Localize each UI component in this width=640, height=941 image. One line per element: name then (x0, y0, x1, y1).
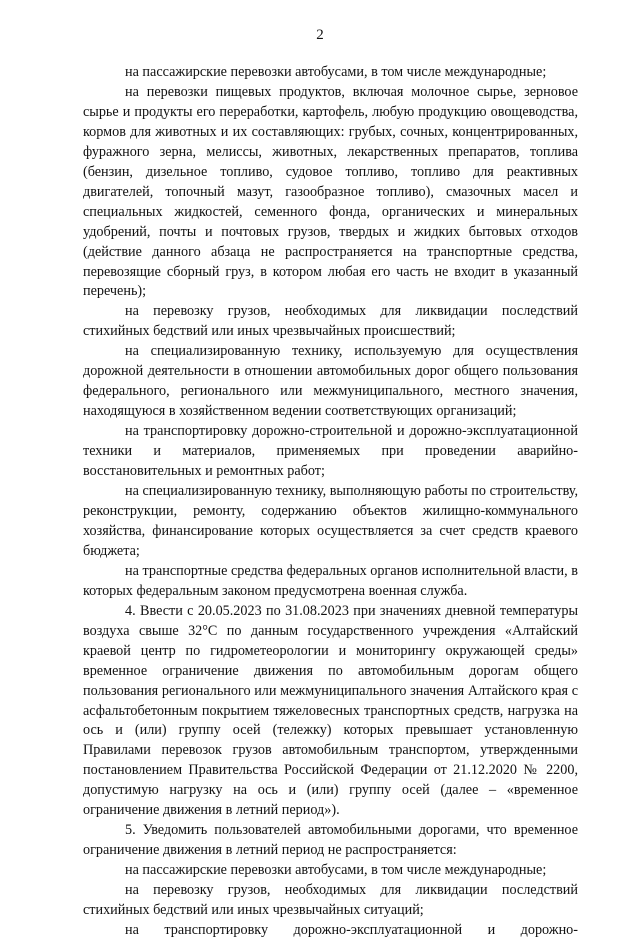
paragraph: на перевозку грузов, необходимых для ликвидации последствий стихийных бедствий или иных чрезвычайных происшествий; (83, 303, 578, 340)
paragraph: на пассажирские перевозки автобусами, в том числе международные; (125, 64, 547, 80)
paragraph: на транспортировку дорожно-эксплуатационной и дорожно- (125, 921, 578, 938)
document-body (83, 63, 578, 941)
paragraph: на специализированную технику, выполняющую работы по строительству, реконструкции, ремонту, содержанию объектов жилищно-коммунального хозяйства, финансирование которых осуществляется за счет средств краевого бюджета; (83, 483, 578, 559)
paragraph: на транспортировку дорожно-строительной и дорожно-эксплуатационной техники и материалов, применяемых при проведении аварийно-восстановительных и ремонтных работ; (83, 423, 578, 480)
paragraph: на специализированную технику, используемую для осуществления дорожной деятельности в отношении автомобильных дорог общего пользования федерального, регионального или межмуниципального, местного значения, находящуюся в хозяйственном ведении соответствующих организаций; (83, 343, 578, 420)
paragraph: на транспортные средства федеральных органов исполнительной власти, в которых федеральным законом предусмотрена военная служба. (83, 562, 578, 599)
paragraph: 4. Ввести с 20.05.2023 по 31.08.2023 при значениях дневной температуры воздуха свыше 32°С по данным государственного учреждения «Алтайский краевой центр по гидрометеорологии и мониторингу окружающей среды» временное ограничение движения по автомобильным дорогам общего пользования регионального или межмуниципального значения Алтайского края с асфальтобетонным покрытием тяжеловесных транспортных средств, нагрузка на ось и (или) группу осей (тележку) которых превышает установленную Правилами перевозок грузов автомобильным транспортом, утвержденными постановлением Правительства Российской Федерации от 21.12.2020 № 2200, допустимую нагрузку на ось и (или) группу осей (далее – «временное ограничение движения в летний период»). (83, 602, 578, 819)
paragraph: на перевозку грузов, необходимых для ликвидации последствий стихийных бедствий или иных чрезвычайных ситуаций; (83, 882, 578, 919)
paragraph: на пассажирские перевозки автобусами, в том числе международные; (125, 862, 547, 879)
page-number: 2 (316, 27, 324, 43)
paragraph: 5. Уведомить пользователей автомобильными дорогами, что временное ограничение движения в летний период не распространяется: (83, 822, 578, 859)
paragraph: на перевозки пищевых продуктов, включая молочное сырье, зерновое сырье и продукты его переработки, картофель, любую продукцию овощеводства, кормов для животных и их составляющих: грубых, сочных, концентрированных, фуражного зерна, мелиссы, животных, лекарственных препаратов, топлива (бензин, дизельное топливо, судовое топливо, топливо для реактивных двигателей, топочный мазут, газообразное топливо), смазочных масел и специальных жидкостей, семенного фонда, органических и минеральных удобрений, почты и почтовых грузов, твердых и жидких бытовых отходов (действие данного абзаца не распространяется на транспортные средства, перевозящие сборный груз, в котором любая его часть не входит в указанный перечень); (83, 83, 578, 300)
